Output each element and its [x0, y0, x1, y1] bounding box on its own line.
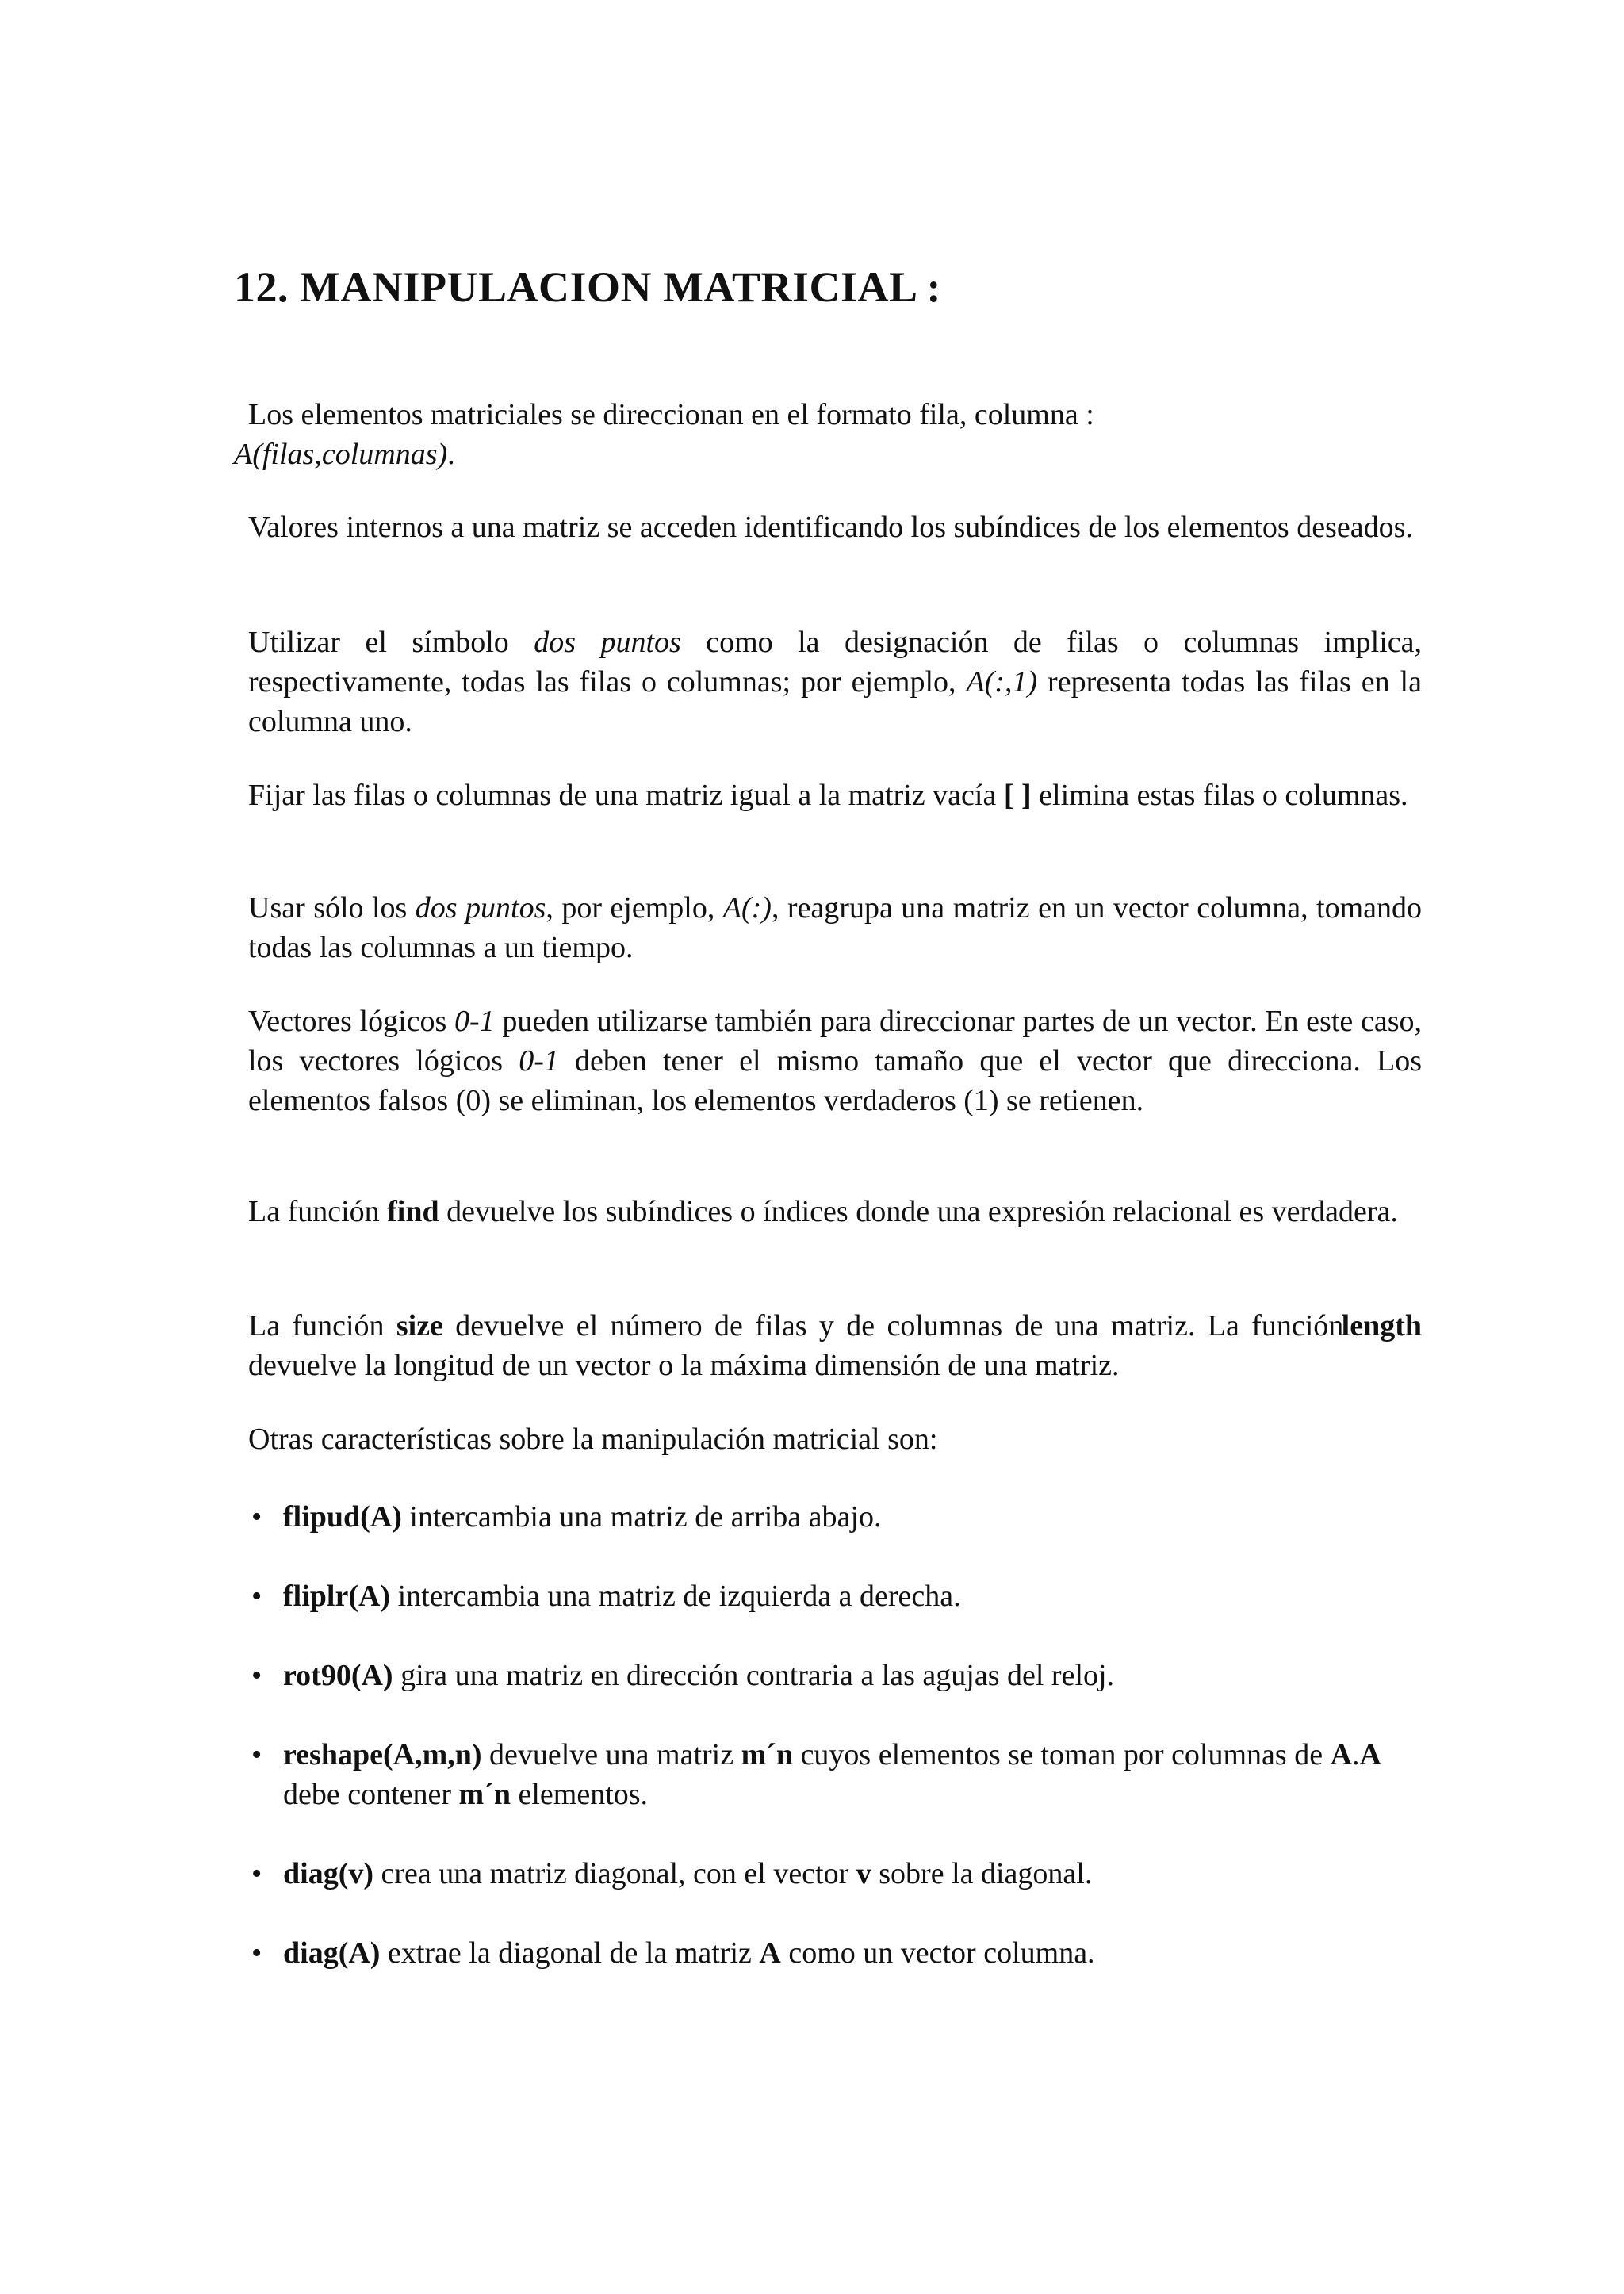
- text: Otras características sobre la manipulación matricial son:: [248, 1423, 938, 1456]
- bold-term: m´n: [741, 1738, 794, 1771]
- bold-term: A: [1359, 1738, 1381, 1771]
- paragraph-colon-symbol: [234, 622, 1422, 741]
- bold-function-name: flipud(A): [283, 1500, 402, 1534]
- text: devuelve la longitud de un vector o la máxima dimensión de una matriz.: [248, 1349, 1120, 1382]
- italic-expression: A(:,1): [966, 665, 1038, 699]
- bullet-icon: •: [251, 1738, 262, 1771]
- text: como la designación de filas o columnas implica, respectivamente, todas las filas o columnas; por ejemplo,: [248, 626, 1422, 699]
- bold-function-name: find: [387, 1195, 439, 1228]
- bold-function-name: size: [396, 1309, 443, 1342]
- bullet-icon: •: [251, 1936, 262, 1970]
- text: Utilizar el símbolo: [248, 626, 534, 659]
- paragraph-other-features: [234, 1419, 1422, 1459]
- text: como un vector columna.: [780, 1936, 1095, 1970]
- text: Los elementos matriciales se direccionan en el formato fila, columna :: [248, 398, 1094, 431]
- text: elimina estas filas o columnas.: [1031, 779, 1408, 812]
- italic-expression: A(:): [722, 891, 772, 925]
- function-list: [234, 1497, 1408, 2013]
- paragraph-logical-vectors: [234, 1001, 1422, 1120]
- text: intercambia una matriz de arriba abajo.: [401, 1500, 882, 1534]
- text: devuelve los subíndices o índices donde una expresión relacional es verdadera.: [439, 1195, 1398, 1228]
- paragraph-size-length: [234, 1306, 1422, 1385]
- text: La función: [248, 1195, 388, 1228]
- text: sobre la diagonal.: [871, 1857, 1093, 1890]
- text: deben tener el mismo tamaño que el vector que direcciona. Los elementos falsos (0) se eliminan, los elementos verdaderos (1) se retienen.: [248, 1044, 1423, 1117]
- paragraph-addressing: [234, 395, 1422, 474]
- text: cuyos elementos se toman por columnas de: [793, 1738, 1331, 1771]
- text: devuelve el número de filas y de columnas de una matriz. La función: [442, 1309, 1356, 1342]
- list-item: [234, 1497, 1408, 1537]
- text: intercambia una matriz de izquierda a derecha.: [390, 1580, 961, 1613]
- text: , por ejemplo,: [546, 891, 723, 925]
- paragraph-find: [234, 1192, 1422, 1231]
- list-item: [234, 1656, 1408, 1695]
- list-item: [234, 1933, 1408, 1973]
- bold-function-name: diag(v): [283, 1857, 373, 1890]
- text: , reagrupa una matriz en un vector columna, tomando todas las columnas a un tiempo.: [248, 891, 1422, 964]
- text: representa todas las filas en la columna uno.: [248, 665, 1422, 738]
- italic-expression: A(filas,columnas): [234, 438, 448, 471]
- paragraph-colon-only: [234, 888, 1422, 967]
- text: pueden utilizarse también para direccionar partes de un vector. En este caso, los vectores lógicos: [248, 1005, 1422, 1078]
- bullet-icon: •: [251, 1580, 262, 1613]
- section-heading: 12. MANIPULACION MATRICIAL :: [234, 263, 942, 311]
- italic-term: dos puntos: [534, 626, 681, 659]
- text: Valores internos a una matriz se acceden identificando los subíndices de los elementos deseados.: [248, 511, 1413, 544]
- text: extrae la diagonal de la matriz: [380, 1936, 760, 1970]
- italic-term: 0-1: [519, 1044, 559, 1078]
- text: .: [1352, 1738, 1360, 1771]
- bold-term: v: [856, 1857, 871, 1890]
- text: debe contener: [283, 1778, 459, 1811]
- text: Fijar las filas o columnas de una matriz igual a la matriz vacía: [248, 779, 1004, 812]
- text: gira una matriz en dirección contraria a las agujas del reloj.: [393, 1659, 1115, 1692]
- bullet-icon: •: [251, 1500, 262, 1534]
- bullet-icon: •: [251, 1659, 262, 1692]
- italic-term: 0-1: [454, 1005, 495, 1038]
- bold-function-name: length: [1341, 1309, 1422, 1342]
- text: Usar sólo los: [248, 891, 416, 925]
- bold-term: A: [759, 1936, 781, 1970]
- text: La función: [248, 1309, 396, 1342]
- list-item: [234, 1854, 1408, 1894]
- paragraph-empty-matrix: [234, 776, 1422, 815]
- bold-function-name: fliplr(A): [283, 1580, 391, 1613]
- bold-function-name: rot90(A): [283, 1659, 393, 1692]
- bold-function-name: diag(A): [283, 1936, 381, 1970]
- list-item: [234, 1735, 1408, 1814]
- paragraph-internal-values: [234, 507, 1422, 547]
- text: elementos.: [511, 1778, 649, 1811]
- text: crea una matriz diagonal, con el vector: [373, 1857, 856, 1890]
- bold-term: [ ]: [1003, 779, 1032, 812]
- bold-function-name: reshape(A,m,n): [283, 1738, 482, 1771]
- text: devuelve una matriz: [481, 1738, 741, 1771]
- bold-term: A: [1330, 1738, 1353, 1771]
- list-item: [234, 1576, 1408, 1616]
- bold-term: m´n: [458, 1778, 511, 1811]
- text: Vectores lógicos: [248, 1005, 454, 1038]
- text: .: [447, 438, 455, 471]
- bullet-icon: •: [251, 1857, 262, 1890]
- italic-term: dos puntos: [415, 891, 546, 925]
